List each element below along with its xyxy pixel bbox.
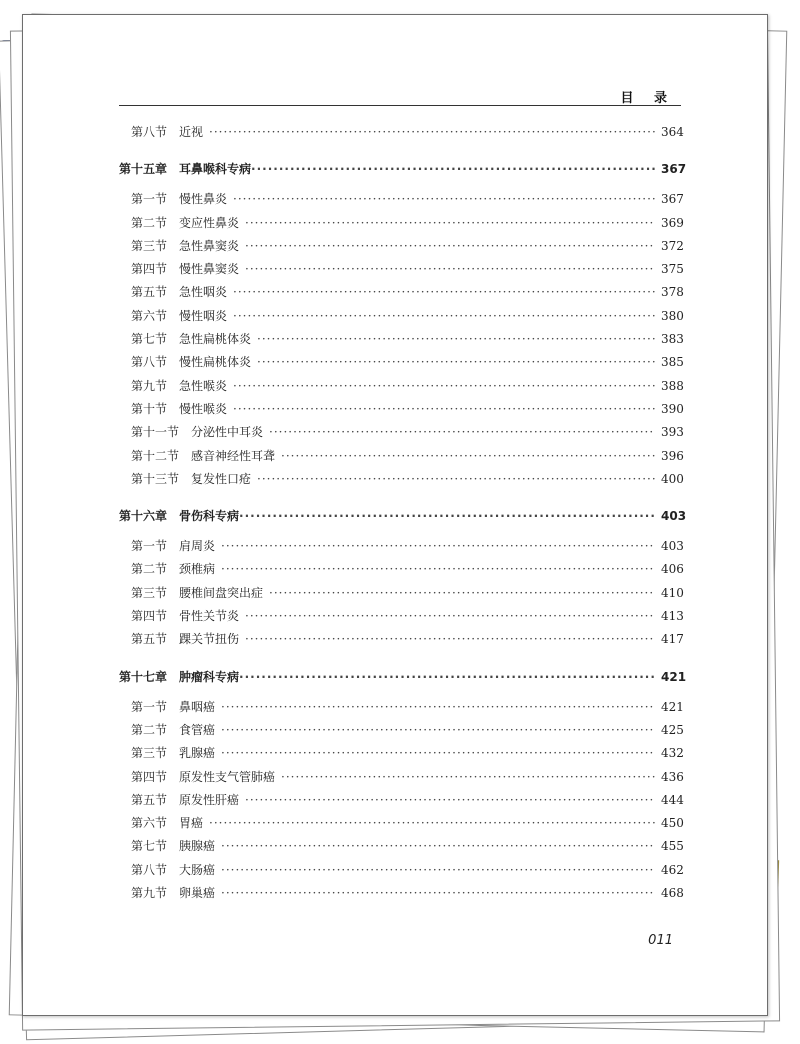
toc-entry-page: 385 (661, 355, 684, 370)
toc-entry-page: 396 (661, 448, 684, 463)
toc-section-entry[interactable] (119, 423, 684, 446)
dot-leader (233, 192, 655, 206)
toc-entry-number: 第二节 (131, 562, 168, 577)
toc-entry-title: 食管癌 (179, 722, 216, 737)
page-header-title: 目 录 (620, 91, 675, 106)
toc-section-entry[interactable] (119, 283, 684, 306)
toc-section-entry[interactable] (119, 861, 684, 884)
toc-entry-page: 406 (661, 562, 684, 577)
dot-leader (209, 816, 655, 830)
toc-chapter-entry[interactable] (119, 160, 687, 184)
dot-leader (221, 700, 655, 714)
toc-entry-title: 颈椎病 (179, 562, 216, 577)
toc-entry-title: 鼻咽癌 (179, 699, 216, 714)
toc-entry-page: 413 (661, 609, 684, 624)
toc-entry-number: 第七节 (131, 839, 168, 854)
toc-entry-title: 卵巢癌 (179, 886, 216, 901)
toc-entry-number: 第八节 (131, 125, 168, 139)
table-of-contents (119, 123, 687, 907)
dot-leader (233, 285, 655, 299)
toc-entry-page: 455 (661, 839, 684, 854)
dot-leader (245, 262, 655, 276)
dot-leader (245, 239, 655, 253)
toc-entry-page: 403 (661, 509, 687, 524)
toc-entry-number: 第四节 (131, 609, 168, 624)
toc-entry-title: 原发性肝癌 (179, 792, 240, 807)
toc-entry-number: 第九节 (131, 886, 168, 901)
toc-entry-page: 425 (661, 722, 684, 737)
toc-entry-title: 肩周炎 (179, 539, 216, 554)
toc-entry-number: 第五节 (131, 285, 168, 300)
toc-entry-page: 375 (661, 262, 684, 277)
toc-entry-page: 421 (661, 699, 684, 714)
toc-section-entry[interactable] (119, 607, 684, 630)
toc-entry-number: 第九节 (131, 378, 168, 393)
toc-entry-number: 第十七章 (119, 669, 168, 684)
toc-entry-number: 第三节 (131, 585, 168, 600)
toc-section-entry[interactable] (119, 837, 684, 860)
toc-chapter-entry[interactable] (119, 668, 687, 692)
toc-entry-page: 380 (661, 308, 684, 323)
toc-section-entry[interactable] (119, 721, 684, 744)
toc-entry-number: 第十六章 (119, 509, 168, 524)
dot-leader (233, 379, 655, 393)
toc-entry-title: 原发性支气管肺癌 (179, 769, 276, 784)
toc-entry-number: 第二节 (131, 722, 168, 737)
toc-section-entry[interactable] (119, 353, 684, 376)
toc-section-entry[interactable] (119, 584, 684, 607)
toc-entry-title: 胰腺癌 (179, 839, 216, 854)
toc-section-entry[interactable] (119, 698, 684, 721)
toc-entry-number: 第十一节 (131, 425, 180, 440)
toc-section-entry[interactable] (119, 447, 684, 470)
toc-section-entry[interactable] (119, 123, 684, 146)
toc-entry-page: 367 (661, 192, 684, 207)
toc-entry-page: 372 (661, 238, 684, 253)
toc-entry-title: 急性鼻窦炎 (179, 238, 240, 253)
dot-leader (221, 886, 655, 900)
toc-entry-page: 421 (661, 669, 687, 684)
toc-entry-page: 367 (661, 162, 687, 177)
dot-leader (245, 632, 655, 646)
toc-section-entry[interactable] (119, 330, 684, 353)
toc-entry-number: 第十二节 (131, 448, 180, 463)
toc-entry-title: 大肠癌 (179, 862, 216, 877)
toc-section-entry[interactable] (119, 744, 684, 767)
dot-leader (257, 472, 655, 486)
toc-entry-number: 第十五章 (119, 162, 168, 177)
toc-entry-number: 第一节 (131, 539, 168, 554)
toc-entry-title: 急性扁桃体炎 (179, 332, 252, 347)
toc-entry-number: 第十三节 (131, 471, 180, 486)
dot-leader (233, 402, 655, 416)
toc-entry-title: 慢性鼻炎 (179, 192, 228, 207)
toc-section-entry[interactable] (119, 377, 684, 400)
toc-entry-title: 胃癌 (179, 816, 204, 831)
toc-section-entry[interactable] (119, 560, 684, 583)
toc-entry-page: 393 (661, 425, 684, 440)
toc-entry-title: 骨伤科专病 (179, 509, 240, 524)
dot-leader (221, 746, 655, 760)
toc-entry-number: 第十节 (131, 401, 168, 416)
dot-leader (221, 839, 655, 853)
toc-entry-number: 第四节 (131, 262, 168, 277)
dot-leader (221, 863, 655, 877)
toc-entry-page: 369 (661, 215, 684, 230)
toc-entry-page: 390 (661, 401, 684, 416)
toc-entry-page: 364 (661, 125, 684, 139)
toc-chapter-entry[interactable] (119, 507, 687, 531)
toc-entry-title: 急性咽炎 (179, 285, 228, 300)
toc-entry-page: 432 (661, 746, 684, 761)
toc-entry-page: 450 (661, 816, 684, 831)
toc-entry-title: 腰椎间盘突出症 (179, 585, 264, 600)
toc-entry-number: 第八节 (131, 355, 168, 370)
toc-section-entry[interactable] (119, 214, 684, 237)
dot-leader (245, 216, 655, 230)
toc-entry-title: 感音神经性耳聋 (191, 448, 276, 463)
header-rule (119, 105, 681, 106)
toc-section-entry[interactable] (119, 237, 684, 260)
toc-entry-page: 462 (661, 862, 684, 877)
toc-entry-page: 400 (661, 471, 684, 486)
toc-entry-number: 第六节 (131, 308, 168, 323)
toc-entry-number: 第一节 (131, 192, 168, 207)
dot-leader (239, 670, 655, 684)
toc-section-entry[interactable] (119, 814, 684, 837)
toc-entry-page: 403 (661, 539, 684, 554)
dot-leader (233, 309, 655, 323)
toc-entry-number: 第五节 (131, 792, 168, 807)
toc-section-entry[interactable] (119, 400, 684, 423)
toc-entry-number: 第二节 (131, 215, 168, 230)
toc-section-entry[interactable] (119, 537, 684, 560)
dot-leader (221, 723, 655, 737)
toc-entry-page: 378 (661, 285, 684, 300)
toc-entry-page: 410 (661, 585, 684, 600)
dot-leader (269, 586, 655, 600)
toc-entry-title: 变应性鼻炎 (179, 215, 240, 230)
toc-section-entry[interactable] (119, 884, 684, 907)
document-page (22, 14, 768, 1016)
toc-entry-page: 468 (661, 886, 684, 901)
toc-entry-title: 骨性关节炎 (179, 609, 240, 624)
toc-entry-page: 444 (661, 792, 684, 807)
dot-leader (251, 162, 655, 176)
toc-section-entry[interactable] (119, 307, 684, 330)
toc-entry-title: 近视 (179, 125, 204, 139)
toc-entry-title: 复发性口疮 (191, 471, 252, 486)
toc-entry-title: 乳腺癌 (179, 746, 216, 761)
toc-entry-title: 肿瘤科专病 (179, 669, 240, 684)
toc-entry-title: 耳鼻喉科专病 (179, 162, 252, 177)
dot-leader (257, 355, 655, 369)
toc-entry-number: 第四节 (131, 769, 168, 784)
toc-section-entry[interactable] (119, 260, 684, 283)
toc-entry-page: 388 (661, 378, 684, 393)
toc-section-entry[interactable] (119, 768, 684, 791)
toc-section-entry[interactable] (119, 470, 684, 493)
dot-leader (221, 562, 655, 576)
toc-entry-number: 第一节 (131, 699, 168, 714)
dot-leader (239, 509, 655, 523)
toc-entry-title: 慢性扁桃体炎 (179, 355, 252, 370)
dot-leader (245, 793, 655, 807)
toc-entry-title: 急性喉炎 (179, 378, 228, 393)
toc-entry-title: 踝关节扭伤 (179, 632, 240, 647)
page-number: 011 (648, 933, 673, 948)
toc-entry-number: 第三节 (131, 746, 168, 761)
toc-entry-number: 第三节 (131, 238, 168, 253)
toc-entry-number: 第八节 (131, 862, 168, 877)
toc-entry-title: 分泌性中耳炎 (191, 425, 264, 440)
dot-leader (221, 539, 655, 553)
toc-section-entry[interactable] (119, 190, 684, 213)
dot-leader (257, 332, 655, 346)
dot-leader (269, 425, 655, 439)
dot-leader (209, 125, 655, 139)
dot-leader (281, 449, 655, 463)
toc-entry-number: 第七节 (131, 332, 168, 347)
dot-leader (281, 770, 655, 784)
toc-entry-number: 第六节 (131, 816, 168, 831)
toc-entry-title: 慢性鼻窦炎 (179, 262, 240, 277)
toc-entry-title: 慢性咽炎 (179, 308, 228, 323)
toc-section-entry[interactable] (119, 630, 684, 653)
toc-entry-page: 417 (661, 632, 684, 647)
toc-entry-page: 436 (661, 769, 684, 784)
toc-entry-number: 第五节 (131, 632, 168, 647)
toc-entry-page: 383 (661, 332, 684, 347)
toc-entry-title: 慢性喉炎 (179, 401, 228, 416)
toc-section-entry[interactable] (119, 791, 684, 814)
dot-leader (245, 609, 655, 623)
